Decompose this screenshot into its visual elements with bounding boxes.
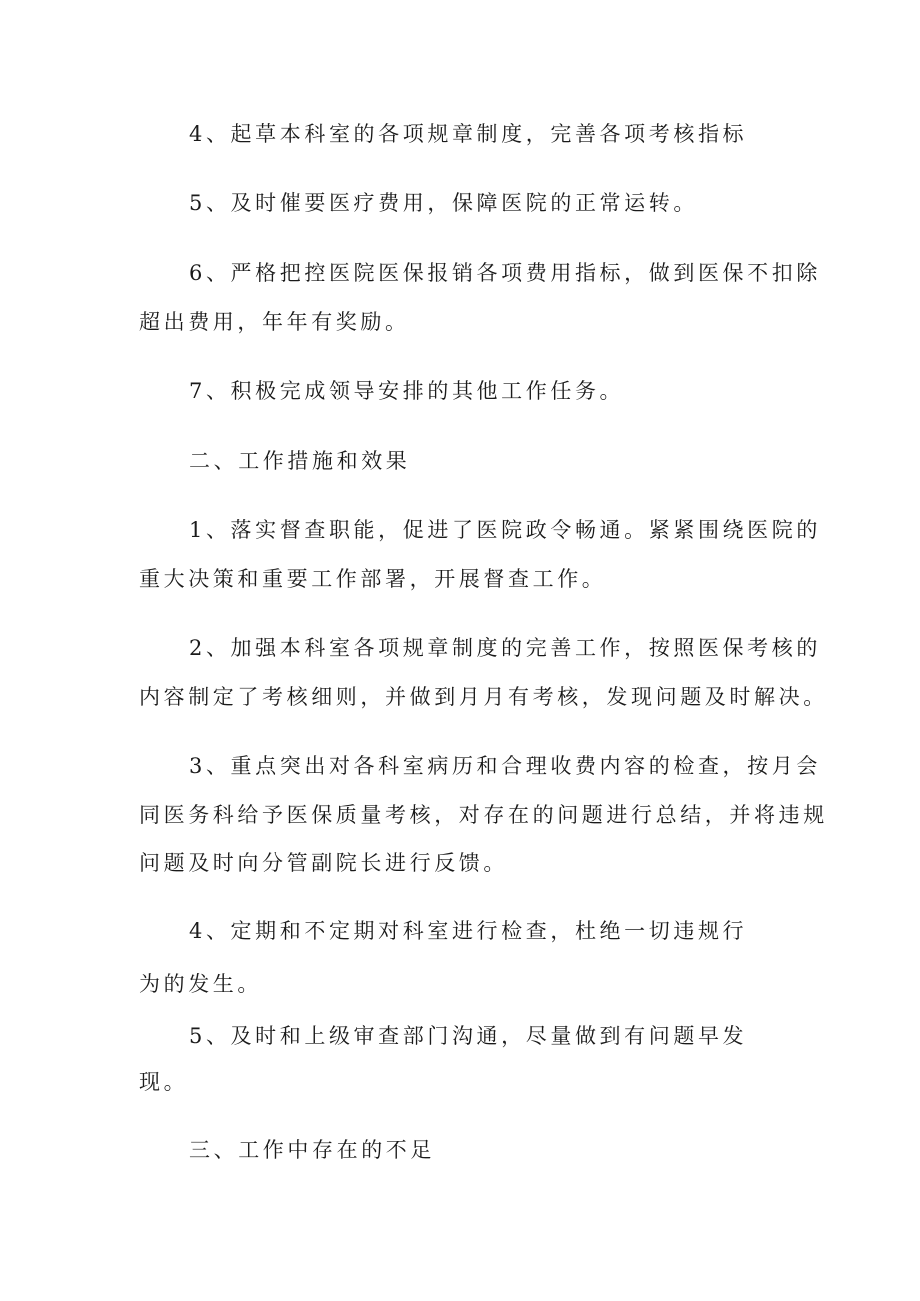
measure-item-5-line-2: 现。 (139, 1070, 189, 1094)
duty-item-6-line-2: 超出费用，年年有奖励。 (139, 310, 410, 334)
measure-item-4-line-1: 4、定期和不定期对科室进行检查，杜绝一切违规行 (189, 919, 748, 943)
measure-item-2-line-2: 内容制定了考核细则，并做到月月有考核，发现问题及时解决。 (139, 685, 828, 709)
duty-item-7: 7、积极完成领导安排的其他工作任务。 (189, 379, 625, 403)
measure-item-4-line-2: 为的发生。 (139, 972, 262, 996)
measure-item-3-line-3: 问题及时向分管副院长进行反馈。 (139, 851, 508, 875)
measure-item-1-line-1: 1、落实督查职能，促进了医院政令畅通。紧紧围绕医院的 (189, 518, 821, 542)
duty-item-5: 5、及时催要医疗费用，保障医院的正常运转。 (189, 191, 698, 215)
duty-item-4: 4、起草本科室的各项规章制度，完善各项考核指标 (189, 122, 748, 146)
measure-item-3-line-2: 同医务科给予医保质量考核，对存在的问题进行总结，并将违规 (139, 803, 828, 827)
duty-item-6-line-1: 6、严格把控医院医保报销各项费用指标，做到医保不扣除 (189, 261, 821, 285)
measure-item-5-line-1: 5、及时和上级审查部门沟通，尽量做到有问题早发 (189, 1024, 748, 1048)
measure-item-2-line-1: 2、加强本科室各项规章制度的完善工作，按照医保考核的 (189, 636, 821, 660)
section-heading-3: 三、工作中存在的不足 (189, 1138, 435, 1162)
measure-item-3-line-1: 3、重点突出对各科室病历和合理收费内容的检查，按月会 (189, 754, 821, 778)
measure-item-1-line-2: 重大决策和重要工作部署，开展督查工作。 (139, 567, 607, 591)
section-heading-2: 二、工作措施和效果 (189, 449, 411, 473)
